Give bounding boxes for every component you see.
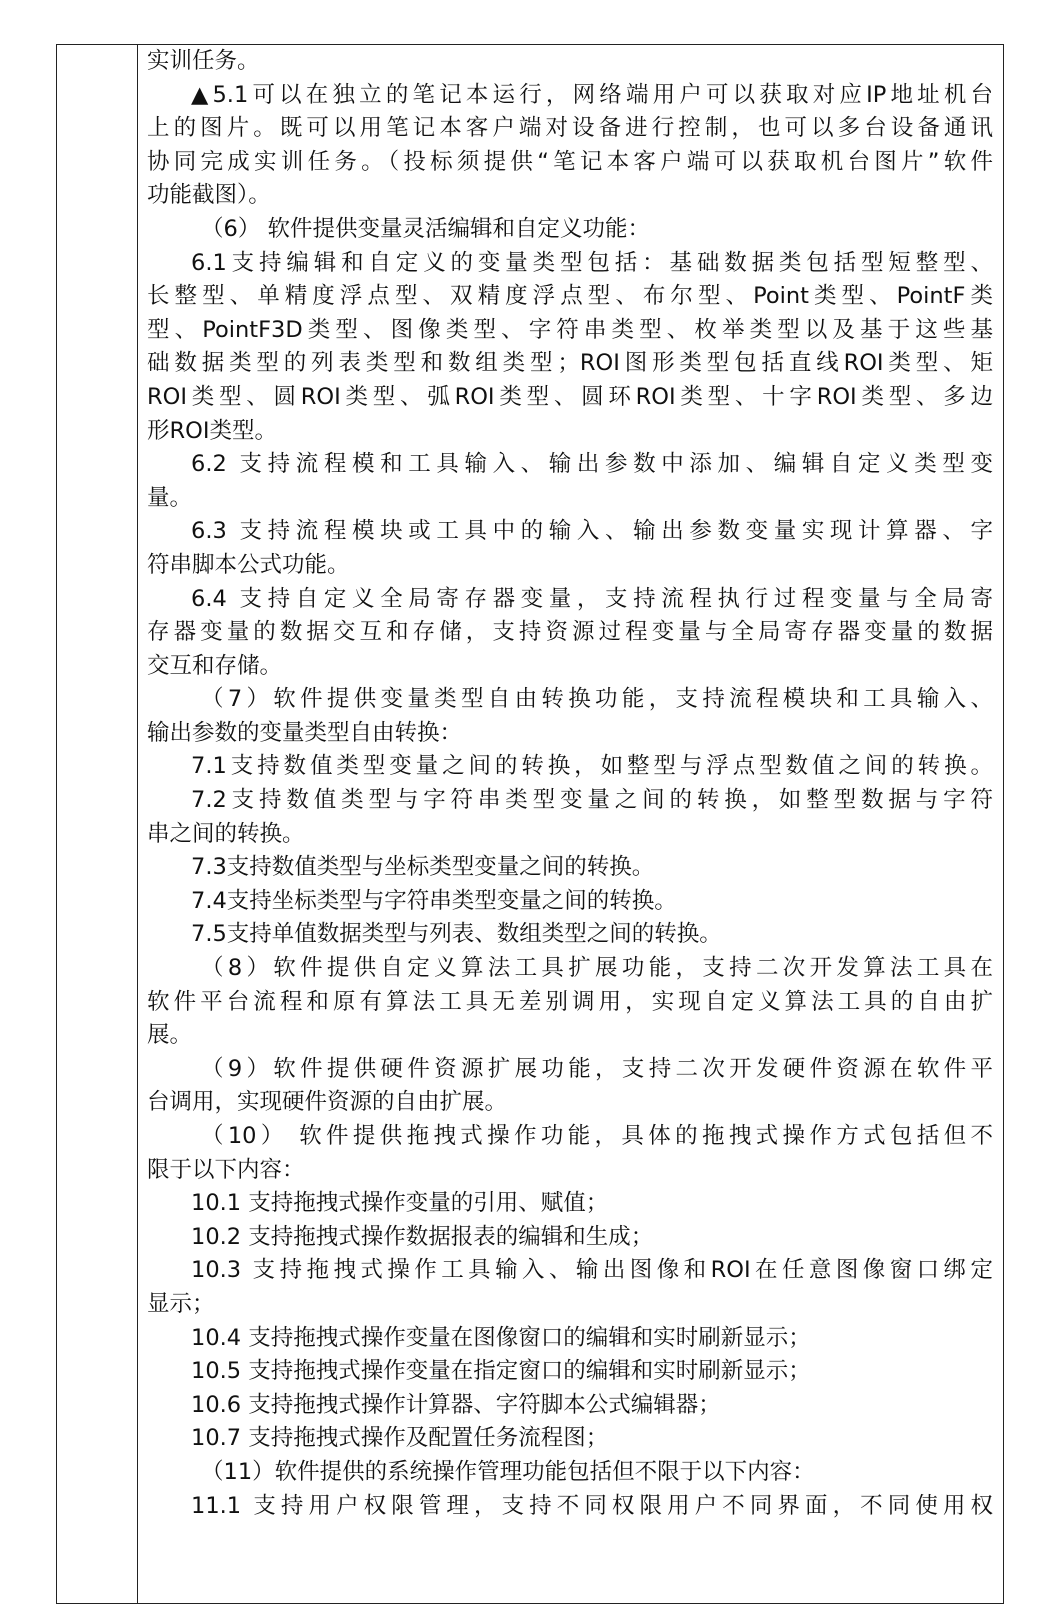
text-line: 功能截图）。	[147, 182, 271, 209]
text-line: 7.3支持数值类型与坐标类型变量之间的转换。	[191, 854, 655, 881]
text-line: 10.3 支持拖拽式操作工具输入、输出图像和ROI在任意图像窗口绑定	[191, 1257, 993, 1284]
spec-table	[56, 44, 1004, 1604]
table-content-cell	[137, 45, 1003, 1603]
text-line: 软件平台流程和原有算法工具无差别调用，实现自定义算法工具的自由扩	[147, 988, 993, 1015]
text-line: 量。	[147, 484, 193, 511]
text-line: 10.2 支持拖拽式操作数据报表的编辑和生成；	[191, 1223, 654, 1250]
text-line: 6.1支持编辑和自定义的变量类型包括：基础数据类包括型短整型、	[191, 249, 993, 276]
text-line: 存器变量的数据交互和存储，支持资源过程变量与全局寄存器变量的数据	[147, 619, 993, 646]
text-line: （9）软件提供硬件资源扩展功能，支持二次开发硬件资源在软件平	[201, 1055, 993, 1082]
text-line: 台调用，实现硬件资源的自由扩展。	[147, 1089, 508, 1116]
text-line: 7.2支持数值类型与字符串类型变量之间的转换，如整型数据与字符	[191, 787, 993, 814]
text-line: 10.4 支持拖拽式操作变量在图像窗口的编辑和实时刷新显示；	[191, 1324, 811, 1351]
text-line: 型、PointF3D类型、图像类型、字符串类型、枚举类型以及基于这些基	[147, 316, 993, 343]
text-line: 显示；	[147, 1290, 215, 1317]
text-line: 6.3 支持流程模块或工具中的输入、输出参数变量实现计算器、字	[191, 518, 993, 545]
text-line: 串之间的转换。	[147, 820, 305, 847]
text-line: 10.5 支持拖拽式操作变量在指定窗口的编辑和实时刷新显示；	[191, 1358, 811, 1385]
text-line: （10） 软件提供拖拽式操作功能，具体的拖拽式操作方式包括但不	[201, 1123, 993, 1149]
text-line: ROI类型、圆ROI类型、弧ROI类型、圆环ROI类型、十字ROI类型、多边	[147, 383, 993, 410]
text-line: 7.1支持数值类型变量之间的转换，如整型与浮点型数值之间的转换。	[191, 753, 993, 780]
text-line: （7）软件提供变量类型自由转换功能，支持流程模块和工具输入、	[201, 686, 993, 713]
text-line: 6.4 支持自定义全局寄存器变量，支持流程执行过程变量与全局寄	[191, 585, 993, 612]
text-line: 11.1 支持用户权限管理，支持不同权限用户不同界面，不同使用权	[191, 1492, 993, 1519]
text-line: ▲5.1可以在独立的笔记本运行，网络端用户可以获取对应IP地址机台	[191, 81, 993, 108]
text-line: 7.4支持坐标类型与字符串类型变量之间的转换。	[191, 887, 677, 914]
text-line: 协同完成实训任务。（投标须提供“笔记本客户端可以获取机台图片”软件	[147, 148, 993, 175]
text-line: （6） 软件提供变量灵活编辑和自定义功能：	[201, 215, 650, 242]
text-line: 展。	[147, 1022, 193, 1049]
text-line: 长整型、单精度浮点型、双精度浮点型、布尔型、Point类型、PointF类	[147, 283, 993, 310]
text-line: （11）软件提供的系统操作管理功能包括但不限于以下内容：	[201, 1458, 815, 1485]
text-line: 7.5支持单值数据类型与列表、数组类型之间的转换。	[191, 921, 722, 948]
text-line: 交互和存储。	[147, 652, 283, 679]
text-line: 形ROI类型。	[147, 417, 277, 444]
text-line: 上的图片。既可以用笔记本客户端对设备进行控制，也可以多台设备通讯	[147, 115, 993, 142]
text-line: 10.6 支持拖拽式操作计算器、字符脚本公式编辑器；	[191, 1391, 721, 1418]
table-left-column	[57, 45, 138, 1603]
text-line: 限于以下内容：	[147, 1156, 305, 1183]
text-line: 础数据类型的列表类型和数组类型；ROI图形类型包括直线ROI类型、矩	[147, 350, 993, 377]
text-line: （8）软件提供自定义算法工具扩展功能，支持二次开发算法工具在	[201, 955, 993, 982]
text-line: 10.1 支持拖拽式操作变量的引用、赋值；	[191, 1190, 609, 1217]
text-line: 符串脚本公式功能。	[147, 551, 350, 578]
text-line: 实训任务。	[147, 48, 260, 74]
text-line: 10.7 支持拖拽式操作及配置任务流程图；	[191, 1425, 609, 1452]
text-line: 输出参数的变量类型自由转换：	[147, 719, 463, 746]
text-line: 6.2 支持流程模和工具输入、输出参数中添加、编辑自定义类型变	[191, 451, 993, 478]
